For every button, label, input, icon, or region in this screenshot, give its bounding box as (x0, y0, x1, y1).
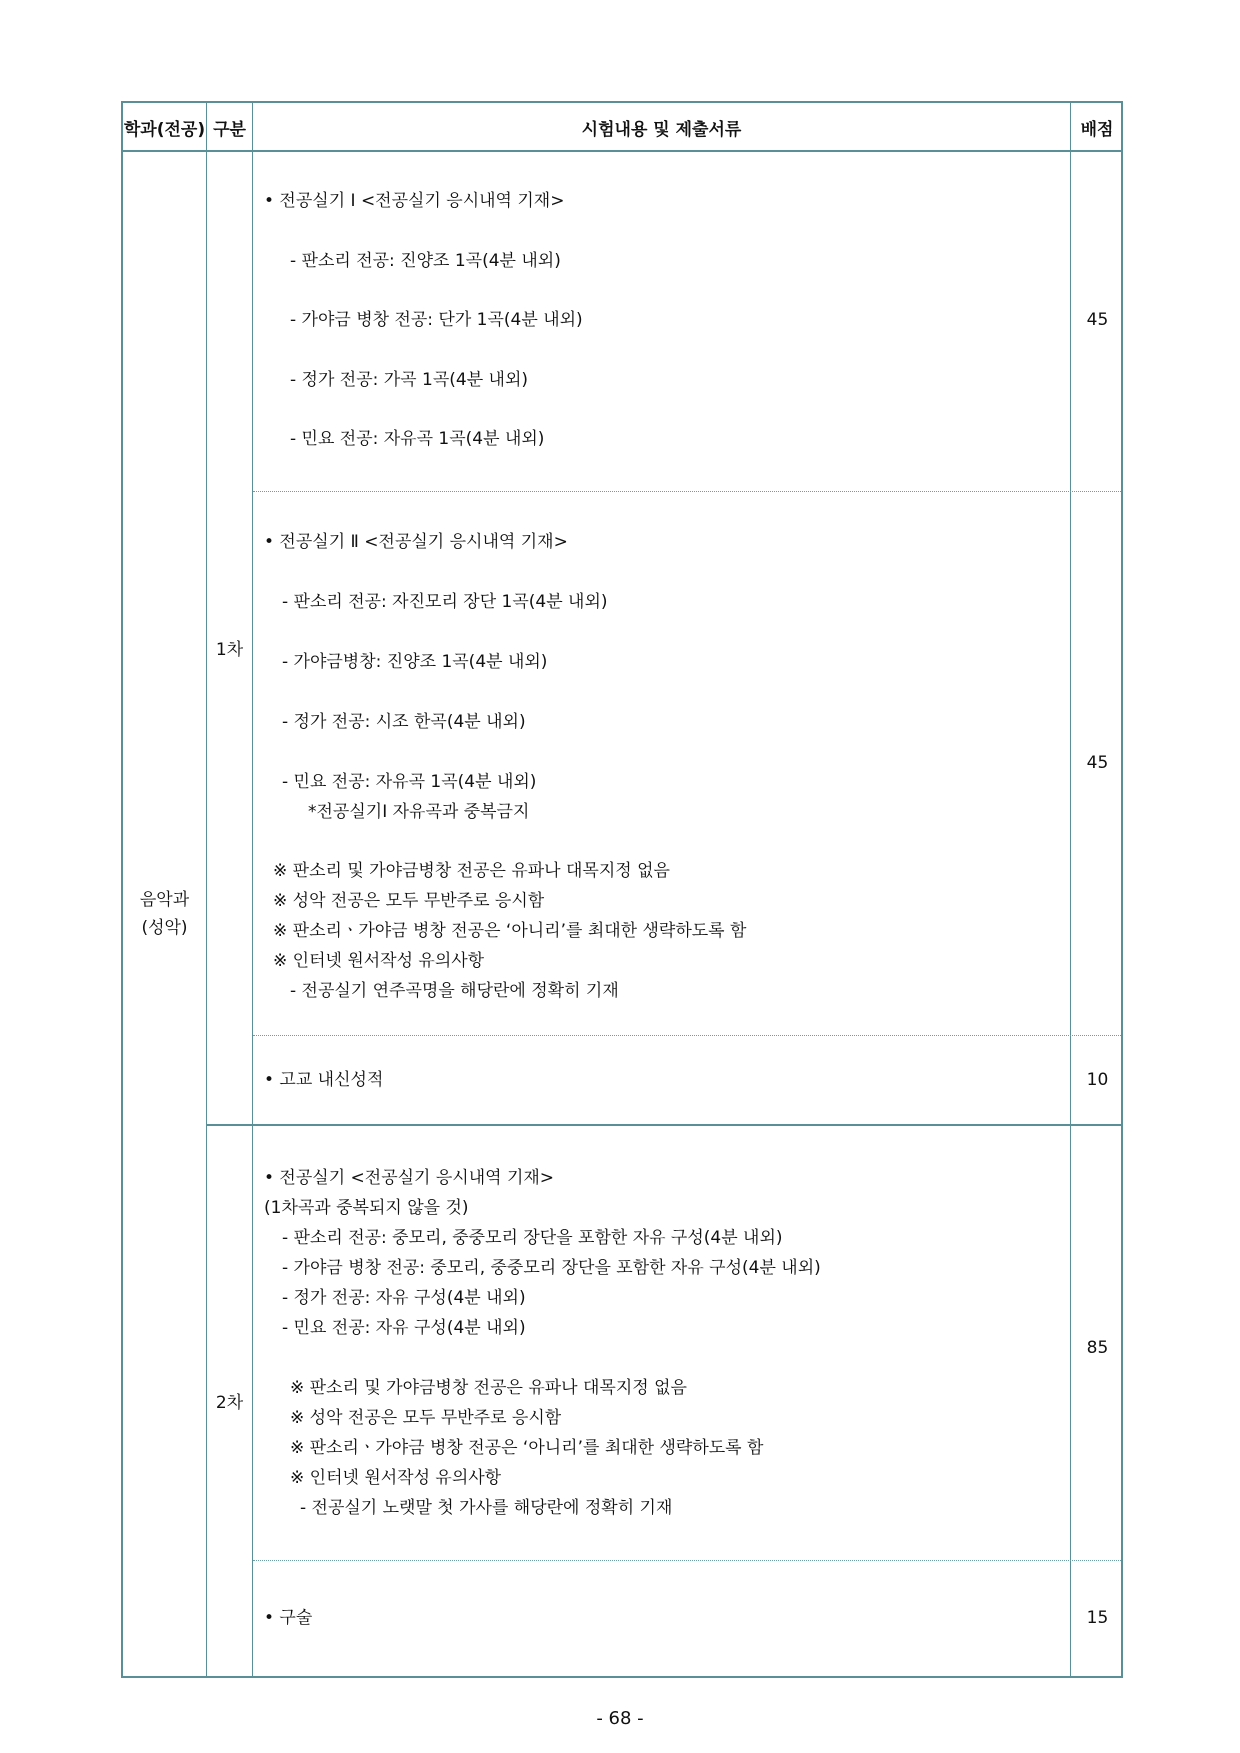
r2s1-points: 85 (1086, 1338, 1109, 1358)
dept-name-line: 음악과 (139, 890, 190, 911)
r1s2-line: *전공실기Ⅰ 자유곡과 중복금지 (308, 802, 530, 822)
r2s1-line: (1차곡과 중복되지 않을 것) (264, 1198, 469, 1218)
r1s3-points: 10 (1086, 1070, 1109, 1090)
header-dept: 학과(전공) (123, 119, 206, 140)
r1s2-points: 45 (1086, 753, 1109, 773)
header-divider (123, 150, 1121, 152)
col-divider (1070, 103, 1071, 1676)
row-divider-dotted (253, 1035, 1121, 1036)
r2s1-note: - 전공실기 노랫말 첫 가사를 해당란에 정확히 기재 (300, 1498, 673, 1518)
row-divider-dotted (253, 491, 1121, 492)
r1s2-line: - 판소리 전공: 자진모리 장단 1곡(4분 내외) (282, 592, 608, 612)
round1-label: 1차 (215, 640, 244, 661)
r1s2-note: ※ 판소리ㆍ가야금 병창 전공은 ‘아니리’를 최대한 생략하도록 함 (273, 921, 747, 941)
r1s2-note: ※ 판소리 및 가야금병창 전공은 유파나 대목지정 없음 (273, 861, 670, 881)
dept-name-line: (성악) (141, 917, 188, 938)
r1s2-note: ※ 인터넷 원서작성 유의사항 (273, 951, 485, 971)
round-divider (207, 1124, 1121, 1126)
r1s2-line: - 가야금병창: 진양조 1곡(4분 내외) (282, 652, 548, 672)
r2s1-line: • 전공실기 <전공실기 응시내역 기재> (264, 1168, 555, 1188)
r2s1-line: - 판소리 전공: 중모리, 중중모리 장단을 포함한 자유 구성(4분 내외) (282, 1228, 783, 1248)
r1s2-line: • 전공실기 Ⅱ <전공실기 응시내역 기재> (264, 532, 568, 552)
r2s1-line: - 정가 전공: 자유 구성(4분 내외) (282, 1288, 526, 1308)
page-number: - 68 - (596, 1708, 644, 1729)
r1s1-line: - 판소리 전공: 진양조 1곡(4분 내외) (290, 251, 561, 271)
r2s1-note: ※ 판소리ㆍ가야금 병창 전공은 ‘아니리’를 최대한 생략하도록 함 (290, 1438, 764, 1458)
r2s1-line: - 민요 전공: 자유 구성(4분 내외) (282, 1318, 526, 1338)
r2s2-points: 15 (1086, 1608, 1109, 1628)
r2s1-line: - 가야금 병창 전공: 중모리, 중중모리 장단을 포함한 자유 구성(4분 내외) (282, 1258, 821, 1278)
r1s3-line: • 고교 내신성적 (264, 1070, 384, 1090)
r1s1-line: - 가야금 병창 전공: 단가 1곡(4분 내외) (290, 310, 583, 330)
r2s2-line: • 구술 (264, 1608, 313, 1628)
header-points: 배점 (1080, 119, 1114, 140)
r2s1-note: ※ 판소리 및 가야금병창 전공은 유파나 대목지정 없음 (290, 1378, 687, 1398)
r2s1-note: ※ 인터넷 원서작성 유의사항 (290, 1468, 502, 1488)
dept-cell (123, 151, 206, 1678)
header-division: 구분 (213, 119, 246, 140)
round2-label: 2차 (215, 1393, 244, 1414)
r2s1-note: ※ 성악 전공은 모두 무반주로 응시함 (290, 1408, 562, 1428)
admission-table (121, 101, 1123, 1678)
r1s1-line: - 정가 전공: 가곡 1곡(4분 내외) (290, 370, 528, 390)
r1s1-points: 45 (1086, 310, 1109, 330)
r1s2-note: - 전공실기 연주곡명을 해당란에 정확히 기재 (290, 981, 619, 1001)
header-content: 시험내용 및 제출서류 (581, 119, 742, 140)
r1s1-line: - 민요 전공: 자유곡 1곡(4분 내외) (290, 429, 545, 449)
row-divider-dotted (253, 1560, 1121, 1561)
col-divider (252, 103, 253, 1676)
r1s2-line: - 정가 전공: 시조 한곡(4분 내외) (282, 712, 526, 732)
r1s1-line: • 전공실기 Ⅰ <전공실기 응시내역 기재> (264, 191, 565, 211)
r1s2-line: - 민요 전공: 자유곡 1곡(4분 내외) (282, 772, 537, 792)
r1s2-note: ※ 성악 전공은 모두 무반주로 응시함 (273, 891, 545, 911)
